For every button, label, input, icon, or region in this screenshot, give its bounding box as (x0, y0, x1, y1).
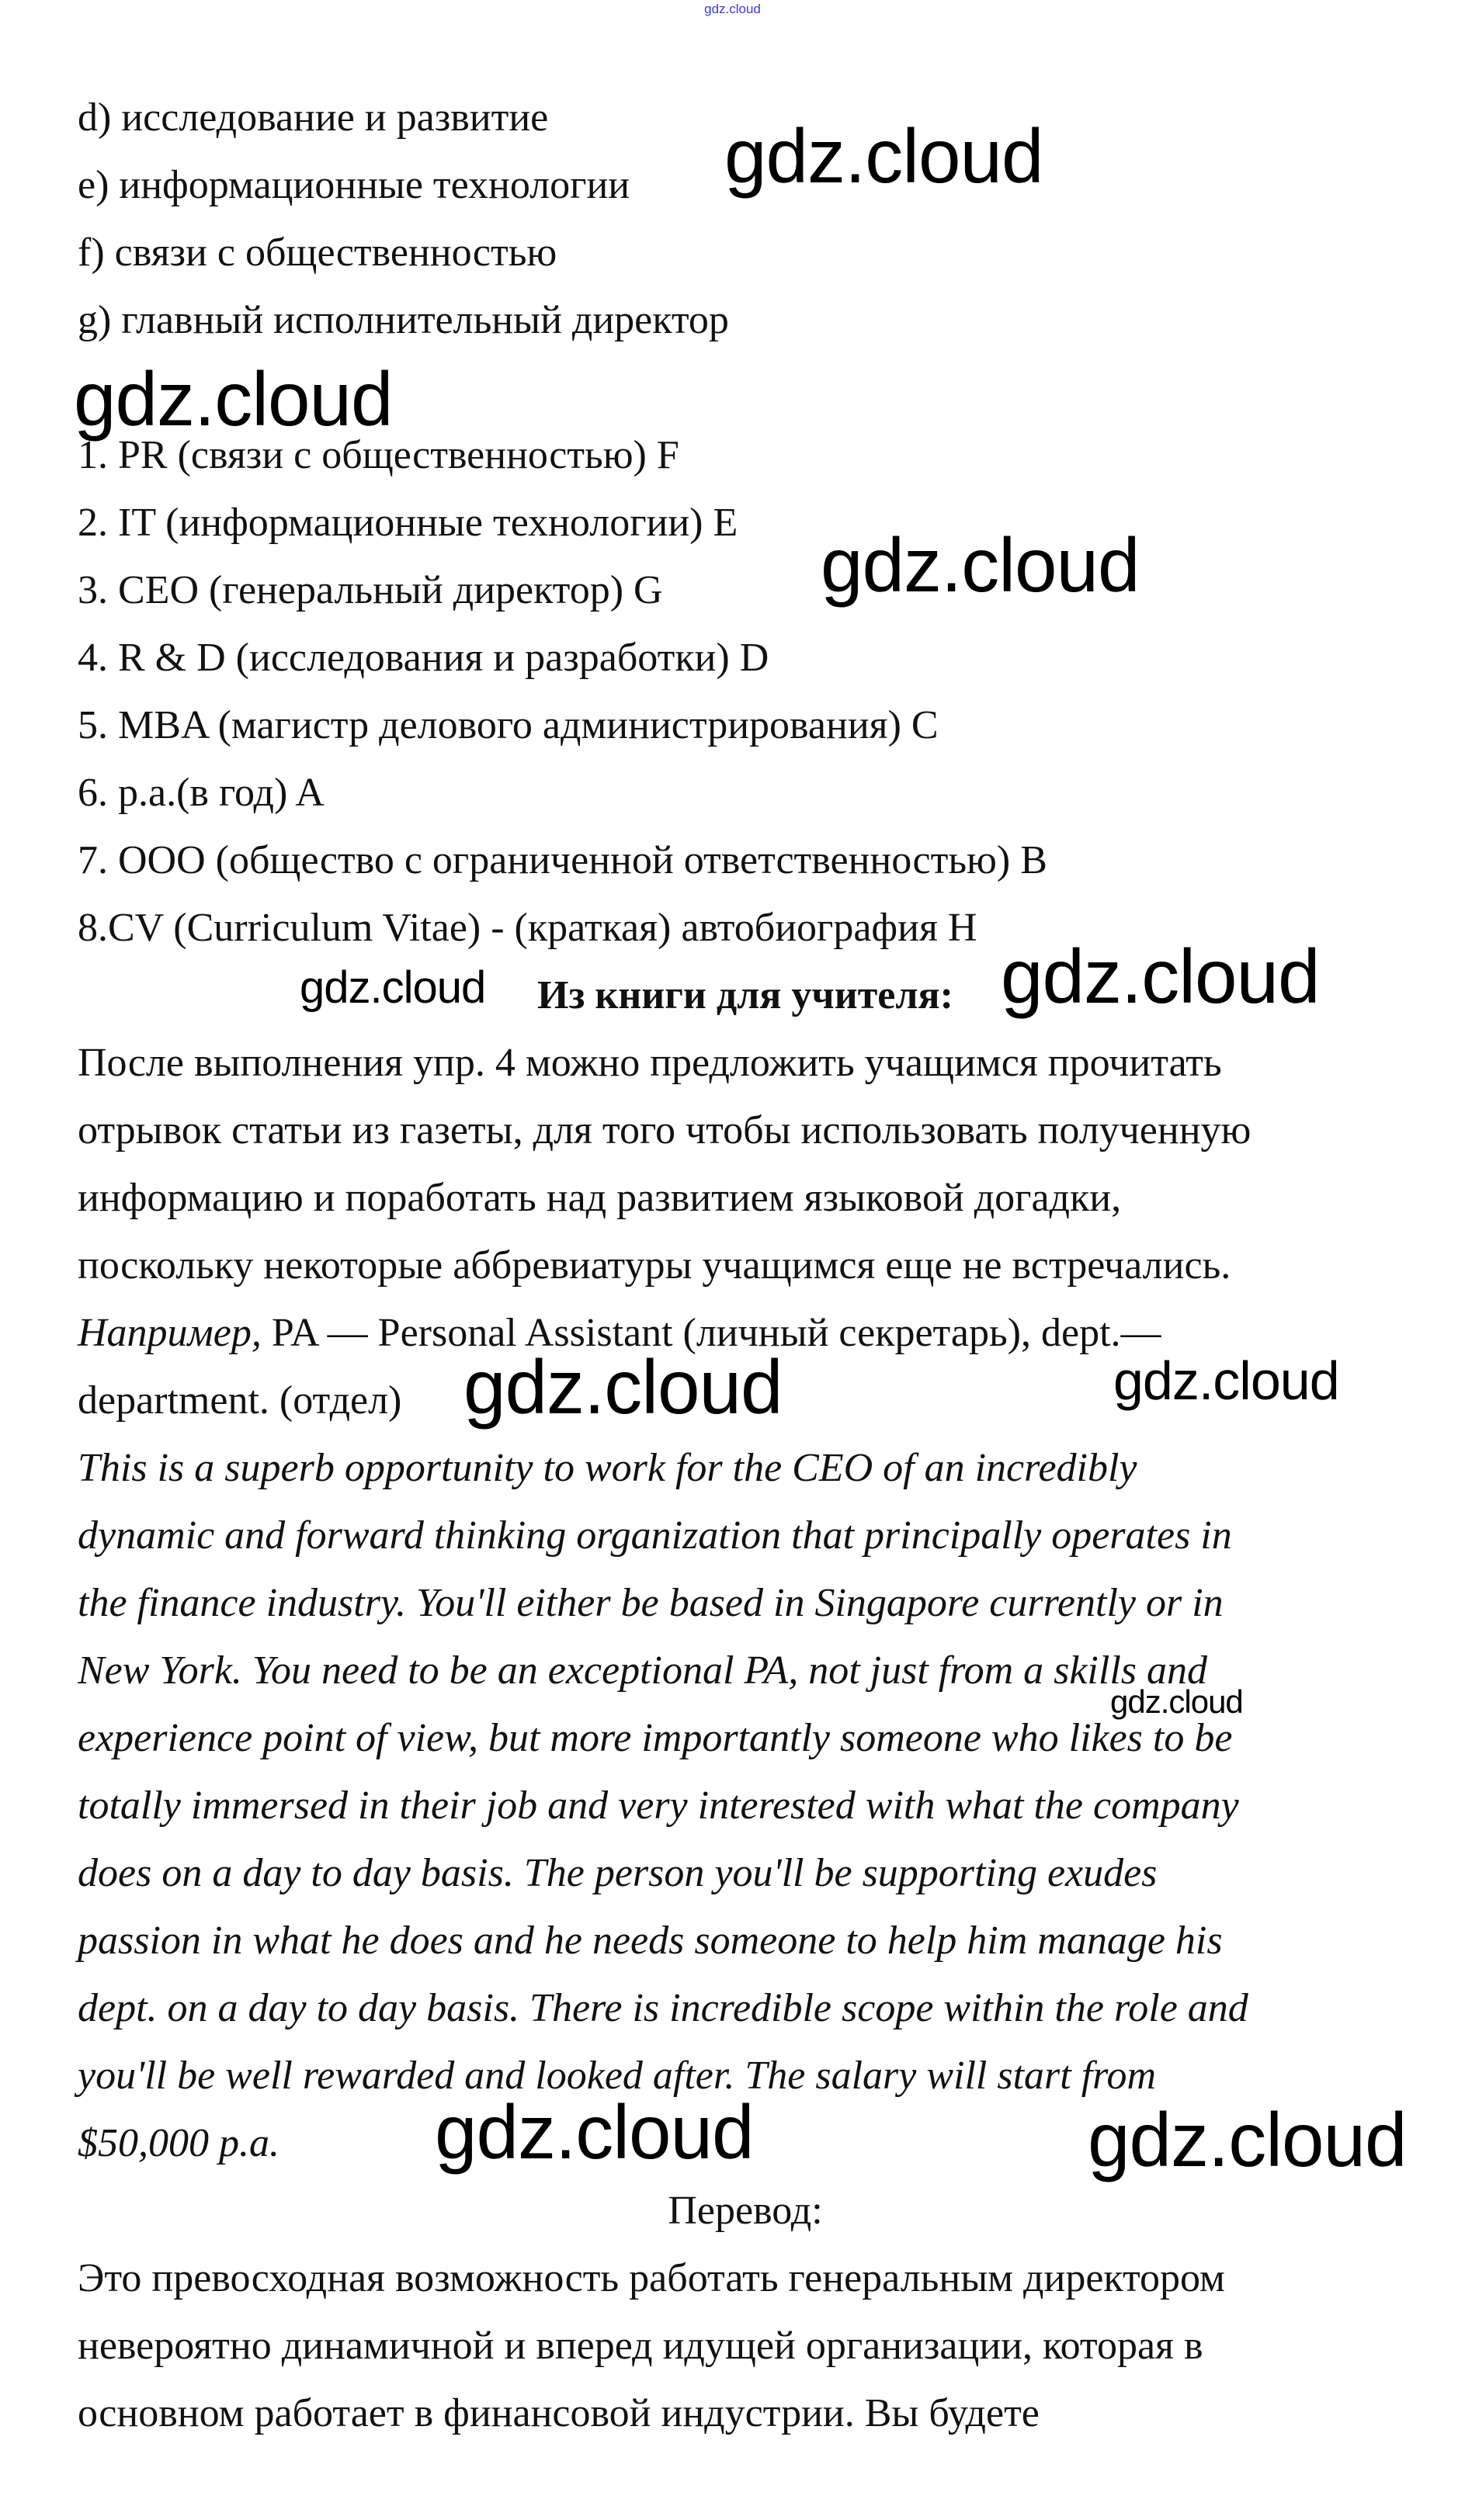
english-text-line: you'll be well rewarded and looked after. The salary will start from (78, 2054, 1157, 2098)
abbrev-line-3: 3. CEO (генеральный директор) G (78, 568, 663, 612)
abbrev-line-8: 8.CV (Curriculum Vitae) - (краткая) автобиография H (78, 906, 977, 950)
english-text-line: the finance industry. You'll either be based in Singapore currently or in (78, 1581, 1224, 1625)
watermark: gdz.cloud (300, 962, 486, 1013)
translation-line: невероятно динамичной и вперед идущей организации, которая в (78, 2324, 1203, 2368)
english-text-line: totally immersed in their job and very interested with what the company (78, 1783, 1239, 1828)
watermark: gdz.cloud (1001, 934, 1320, 1019)
answer-line-g: g) главный исполнительный директор (78, 298, 729, 342)
section-heading: Из книги для учителя: (537, 973, 953, 1017)
abbrev-line-5: 5. MBA (магистр делового администрирования) C (78, 703, 939, 747)
teacher-paragraph-line: После выполнения упр. 4 можно предложить учащимся прочитать (78, 1041, 1222, 1085)
header-link[interactable]: gdz.cloud (704, 2, 761, 16)
watermark: gdz.cloud (463, 1344, 783, 1430)
abbrev-line-4: 4. R & D (исследования и разработки) D (78, 636, 769, 680)
watermark: gdz.cloud (1088, 2097, 1407, 2182)
teacher-paragraph-line: отрывок статьи из газеты, для того чтобы использовать полученную (78, 1108, 1251, 1153)
abbrev-line-6: 6. p.a.(в год) A (78, 771, 325, 815)
teacher-paragraph-line: поскольку некоторые аббревиатуры учащимся еще не встречались. (78, 1243, 1231, 1288)
example-text: PA — Personal Assistant (личный секретарь), dept.— (261, 1311, 1161, 1355)
abbrev-line-2: 2. IT (информационные технологии) E (78, 501, 738, 545)
english-text-line: passion in what he does and he needs someone to help him manage his (78, 1919, 1223, 1963)
english-text-line: experience point of view, but more importantly someone who likes to be (78, 1716, 1233, 1760)
watermark: gdz.cloud (821, 522, 1140, 608)
watermark: gdz.cloud (435, 2089, 754, 2175)
answer-line-d: d) исследование и развитие (78, 95, 549, 140)
answer-line-e: e) информационные технологии (78, 163, 630, 207)
watermark: gdz.cloud (1113, 1350, 1339, 1411)
english-text-line: This is a superb opportunity to work for the CEO of an incredibly (78, 1446, 1137, 1490)
abbrev-line-7: 7. ООО (общество с ограниченной ответственностью) B (78, 838, 1047, 882)
translation-line: Это превосходная возможность работать генеральным директором (78, 2256, 1225, 2300)
watermark: gdz.cloud (1110, 1683, 1243, 1720)
english-text-line: dynamic and forward thinking organization that principally operates in (78, 1513, 1232, 1558)
english-text-line: does on a day to day basis. The person you'll be supporting exudes (78, 1851, 1158, 1895)
translation-line: основном работает в финансовой индустрии. Вы будете (78, 2391, 1040, 2435)
watermark: gdz.cloud (724, 113, 1043, 199)
english-text-line: $50,000 p.a. (78, 2121, 279, 2165)
translation-label: Перевод: (668, 2189, 823, 2233)
example-line-2: department. (отдел) (78, 1378, 402, 1423)
teacher-paragraph-line: информацию и поработать над развитием языковой догадки, (78, 1176, 1122, 1220)
english-text-line: New York. You need to be an exceptional PA, not just from a skills and (78, 1648, 1208, 1693)
watermark: gdz.cloud (74, 356, 393, 442)
abbrev-line-1: 1. PR (связи с общественностью) F (78, 433, 679, 477)
english-text-line: dept. on a day to day basis. There is incredible scope within the role and (78, 1986, 1248, 2030)
example-label: Например, (78, 1311, 262, 1355)
answer-line-f: f) связи с общественностью (78, 231, 557, 275)
